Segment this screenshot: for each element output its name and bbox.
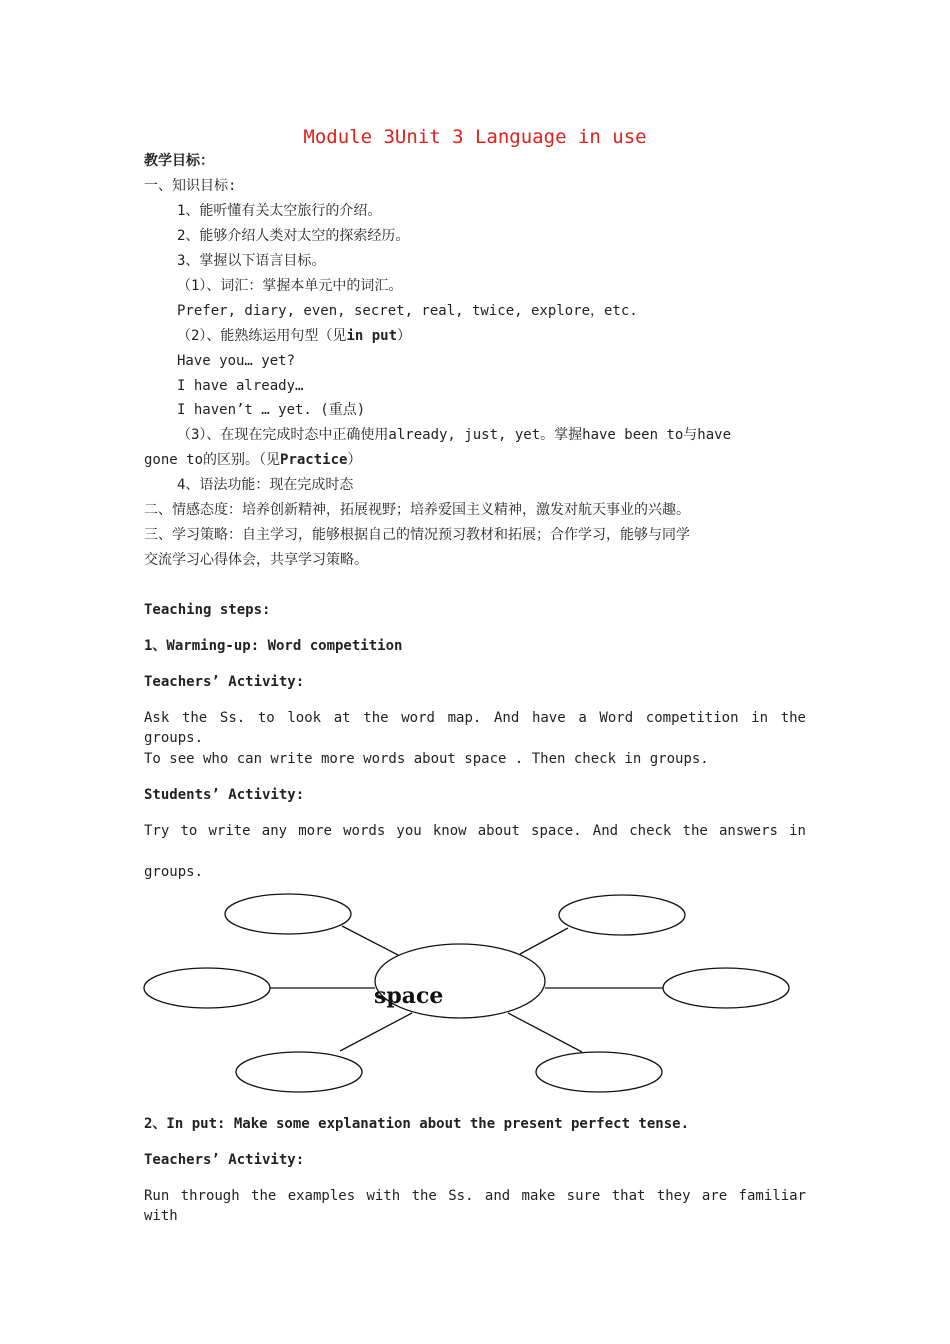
- word-map-connector: [508, 1013, 582, 1052]
- teaching-steps-heading: Teaching steps:: [144, 602, 271, 618]
- goal-item-3-1: （1）、词汇：掌握本单元中的词汇。: [177, 278, 403, 294]
- goal-item-3-3-text: gone to的区别。（见: [144, 452, 281, 468]
- word-map-blank-bottom-right[interactable]: [536, 1052, 662, 1092]
- knowledge-goals-heading: 一、知识目标:: [144, 178, 237, 194]
- teachers-activity-heading-2: Teachers’ Activity:: [144, 1152, 305, 1168]
- step-2-heading: 2、In put: Make some explanation about the present perfect tense.: [144, 1116, 690, 1132]
- word-map-connector: [342, 926, 398, 955]
- word-map-blank-left[interactable]: [144, 968, 270, 1008]
- goal-item-3-3-close: ）: [347, 452, 362, 468]
- goal-item-3-2-close: ）: [397, 328, 412, 344]
- goal-item-3-3: （3）、在现在完成时态中正确使用already, just, yet。掌握have been to与have: [177, 427, 732, 443]
- students-activity-heading: Students’ Activity:: [144, 787, 305, 803]
- goals-heading: 教学目标：: [144, 153, 214, 169]
- sentence-pattern-1: Have you… yet?: [177, 353, 296, 369]
- word-map-blank-bottom-left[interactable]: [236, 1052, 362, 1092]
- sentence-pattern-3: I haven’t … yet. (重点): [177, 402, 366, 418]
- teachers-activity-text-2: To see who can write more words about space . Then check in groups.: [144, 751, 709, 767]
- teachers-activity-text-1: Ask the Ss. to look at the word map. And have a Word competition in the groups.: [144, 710, 806, 746]
- strategy-goals: 三、学习策略：自主学习，能够根据自己的情况预习教材和拓展；合作学习，能够与同学: [144, 527, 690, 543]
- word-map-connector: [340, 1013, 412, 1051]
- word-map-blank-right[interactable]: [663, 968, 789, 1008]
- strategy-goals-cont: 交流学习心得体会，共享学习策略。: [144, 552, 368, 568]
- word-map-connector: [520, 928, 568, 954]
- students-activity-text-2: groups.: [144, 864, 204, 880]
- goal-item-4: 4、语法功能：现在完成时态: [177, 477, 354, 493]
- vocabulary-list: Prefer, diary, even, secret, real, twice, explore，etc.: [177, 303, 638, 319]
- goal-item-3-2-text: （2）、能熟练运用句型（见: [177, 328, 347, 344]
- word-map-center-label: space: [374, 983, 444, 1009]
- word-map-blank-top-left[interactable]: [225, 894, 351, 934]
- page-title: Module 3Unit 3 Language in use: [303, 126, 647, 148]
- goal-item-1: 1、能听懂有关太空旅行的介绍。: [177, 203, 382, 219]
- emotion-goals: 二、情感态度：培养创新精神，拓展视野；培养爱国主义精神，激发对航天事业的兴趣。: [144, 502, 690, 518]
- input-reference: in put: [346, 328, 398, 344]
- goal-item-2: 2、能够介绍人类对太空的探索经历。: [177, 228, 410, 244]
- sentence-pattern-2: I have already…: [177, 378, 304, 394]
- word-map-blank-top-right[interactable]: [559, 895, 685, 935]
- teachers-activity-heading: Teachers’ Activity:: [144, 674, 305, 690]
- step-1-heading: 1、Warming-up: Word competition: [144, 638, 403, 654]
- students-activity-text-1: Try to write any more words you know about space. And check the answers in: [144, 823, 806, 839]
- goal-item-3: 3、掌握以下语言目标。: [177, 253, 326, 269]
- practice-reference: Practice: [280, 452, 348, 468]
- teachers-activity-2-text-1: Run through the examples with the Ss. and make sure that they are familiar with: [144, 1188, 806, 1224]
